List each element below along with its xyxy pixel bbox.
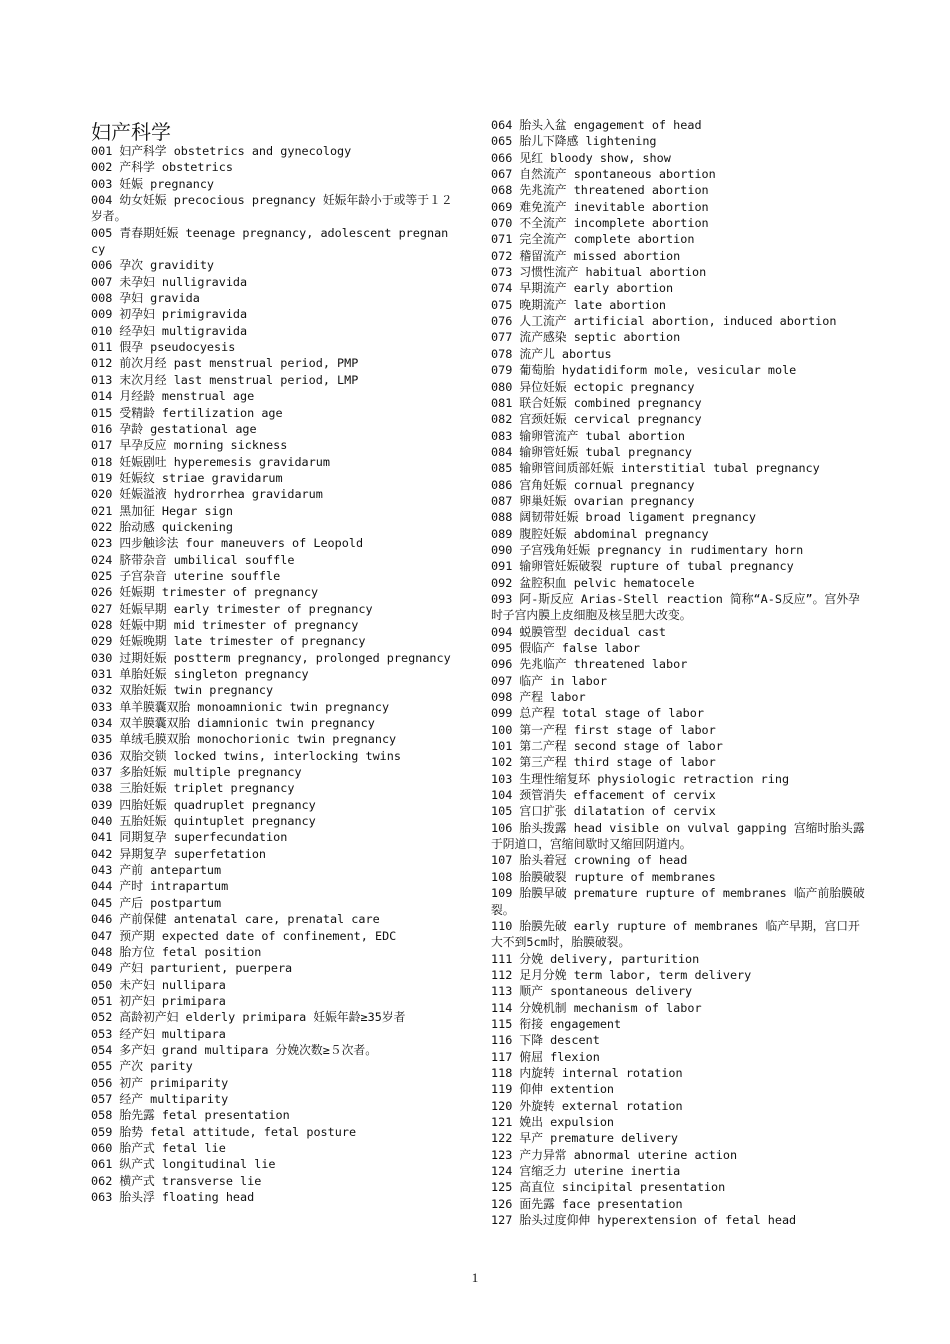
term-entry: 018 妊娠剧吐 hyperemesis gravidarum	[91, 454, 330, 469]
term-entry: 062 横产式 transverse lie	[91, 1173, 262, 1188]
term-entry: 072 稽留流产 missed abortion	[491, 248, 681, 263]
term-entry: 047 预产期 expected date of confinement, EDC	[91, 928, 397, 943]
term-entry: 063 胎头浮 floating head	[91, 1190, 255, 1204]
term-entry: 035 单绒毛膜双胎 monochorionic twin pregnancy	[91, 732, 397, 747]
term-entry: 071 完全流产 complete abortion	[491, 232, 695, 247]
term-entry: 001 妇产科学 obstetrics and gynecology	[91, 144, 352, 158]
term-entry: 022 胎动感 quickening	[91, 519, 233, 534]
term-entry: 122 早产 premature delivery	[491, 1131, 678, 1146]
term-entry: 034 双羊膜囊双胎 diamnionic twin pregnancy	[91, 716, 375, 731]
term-entry: 032 双胎妊娠 twin pregnancy	[91, 683, 274, 698]
term-entry: 114 分娩机制 mechanism of labor	[491, 1000, 702, 1015]
term-entry: 118 内旋转 internal rotation	[491, 1065, 683, 1080]
term-entry: 117 俯屈 flexion	[491, 1049, 600, 1064]
term-entry: 008 孕妇 gravida	[91, 291, 200, 306]
term-entry: 110 胎膜先破 early rupture of membranes 临产早期，宫口开大不到5cm时，胎膜破裂。	[491, 918, 860, 950]
term-entry: 021 黑加征 Hegar sign	[91, 503, 233, 518]
term-entry: 074 早期流产 early abortion	[491, 281, 674, 296]
term-entry: 051 初产妇 primipara	[91, 993, 226, 1008]
term-entry: 116 下降 descent	[491, 1033, 600, 1048]
term-entry: 101 第二产程 second stage of labor	[491, 739, 723, 754]
term-entry: 015 受精龄 fertilization age	[91, 405, 283, 420]
term-entry: 105 宫口扩张 dilatation of cervix	[491, 804, 716, 819]
term-entry: 108 胎膜破裂 rupture of membranes	[491, 869, 716, 884]
page-number: 1	[471, 1270, 479, 1285]
term-entry: 127 胎头过度仰伸 hyperextension of fetal head	[491, 1213, 797, 1228]
term-entry: 056 初产 primiparity	[91, 1075, 229, 1090]
term-entry: 099 总产程 total stage of labor	[491, 706, 704, 721]
term-entry: 111 分娩 delivery, parturition	[491, 951, 700, 966]
term-entry: 061 纵产式 longitudinal lie	[91, 1157, 276, 1172]
term-entry: 073 习惯性流产 habitual abortion	[491, 265, 707, 280]
term-entry: 041 同期复孕 superfecundation	[91, 830, 288, 845]
term-entry: 054 多产妇 grand multipara 分娩次数≥５次者。	[91, 1042, 378, 1057]
term-entry: 048 胎方位 fetal position	[91, 944, 262, 959]
term-entry: 019 妊娠纹 striae gravidarum	[91, 470, 283, 485]
term-entry: 082 宫颈妊娠 cervical pregnancy	[491, 412, 702, 427]
term-entry: 006 孕次 gravidity	[91, 258, 215, 273]
term-entry: 107 胎头着冠 crowning of head	[491, 853, 688, 868]
term-entry: 095 假临产 false labor	[491, 641, 641, 655]
term-entry: 064 胎头入盆 engagement of head	[491, 118, 702, 132]
term-entry: 093 阿-斯反应 Arias-Stell reaction 简称“A-S反应”。宫外孕时子宫内膜上皮细胞及核呈肥大改变。	[491, 591, 860, 623]
term-entry: 058 胎先露 fetal presentation	[91, 1108, 290, 1123]
page-title: 妇产科学	[91, 120, 171, 144]
term-entry: 098 产程 labor	[491, 690, 586, 705]
term-entry: 011 假孕 pseudocyesis	[91, 340, 236, 355]
term-entry: 088 阔韧带妊娠 broad ligament pregnancy	[491, 510, 756, 525]
term-entry: 075 晚期流产 late abortion	[491, 297, 667, 312]
term-entry: 087 卵巢妊娠 ovarian pregnancy	[491, 493, 695, 508]
term-entry: 042 异期复孕 superfetation	[91, 846, 267, 861]
term-entry: 060 胎产式 fetal lie	[91, 1140, 226, 1155]
term-entry: 033 单羊膜囊双胎 monoamnionic twin pregnancy	[91, 699, 390, 714]
term-entry: 010 经孕妇 multigravida	[91, 323, 248, 338]
term-entry: 092 盆腔积血 pelvic hematocele	[491, 575, 695, 590]
term-entry: 076 人工流产 artificial abortion, induced abortion	[491, 314, 837, 329]
term-entry: 079 葡萄胎 hydatidiform mole, vesicular mole	[491, 363, 797, 378]
term-entry: 052 高龄初产妇 elderly primipara 妊娠年龄≥35岁者	[91, 1010, 406, 1025]
term-entry: 002 产科学 obstetrics	[91, 160, 233, 175]
term-entry: 103 生理性缩复环 physiologic retraction ring	[491, 771, 790, 786]
term-entry: 077 流产感染 septic abortion	[491, 330, 681, 345]
term-entry: 113 顺产 spontaneous delivery	[491, 984, 693, 999]
term-entry: 005 青春期妊娠 teenage pregnancy, adolescent pregnancy	[91, 225, 449, 257]
term-entry: 112 足月分娩 term labor, term delivery	[491, 967, 752, 982]
term-entry: 083 输卵管流产 tubal abortion	[491, 428, 685, 443]
term-entry: 084 输卵管妊娠 tubal pregnancy	[491, 444, 693, 459]
term-entry: 115 衔接 engagement	[491, 1016, 622, 1031]
term-entry: 070 不全流产 incomplete abortion	[491, 216, 709, 231]
term-entry: 104 颈管消失 effacement of cervix	[491, 788, 716, 803]
term-entry: 055 产次 parity	[91, 1059, 193, 1074]
term-entry: 125 高直位 sincipital presentation	[491, 1180, 726, 1195]
term-entry: 085 输卵管间质部妊娠 interstitial tubal pregnancy	[491, 461, 820, 476]
term-entry: 096 先兆临产 threatened labor	[491, 657, 688, 672]
term-entry: 065 胎儿下降感 lightening	[491, 134, 657, 149]
term-entry: 014 月经龄 menstrual age	[91, 389, 255, 404]
term-entry: 080 异位妊娠 ectopic pregnancy	[491, 379, 695, 394]
term-entry: 038 三胎妊娠 triplet pregnancy	[91, 781, 295, 796]
term-entry: 009 初孕妇 primigravida	[91, 307, 248, 322]
term-entry: 057 经产 multiparity	[91, 1091, 229, 1106]
term-entry: 078 流产儿 abortus	[491, 346, 612, 361]
term-entry: 081 联合妊娠 combined pregnancy	[491, 395, 702, 410]
term-entry: 049 产妇 parturient, puerpera	[91, 961, 293, 976]
term-entry: 091 输卵管妊娠破裂 rupture of tubal pregnancy	[491, 559, 794, 574]
term-entry: 124 宫缩乏力 uterine inertia	[491, 1164, 681, 1178]
term-entry: 040 五胎妊娠 quintuplet pregnancy	[91, 814, 316, 829]
term-entry: 036 双胎交锁 locked twins, interlocking twins	[91, 748, 401, 763]
term-entry: 027 妊娠早期 early trimester of pregnancy	[91, 601, 373, 616]
term-entry: 028 妊娠中期 mid trimester of pregnancy	[91, 617, 359, 632]
term-entry: 004 幼女妊娠 precocious pregnancy 妊娠年龄小于或等于１２岁者。	[91, 193, 453, 224]
term-entry: 121 娩出 expulsion	[491, 1114, 615, 1129]
term-entry: 016 孕龄 gestational age	[91, 421, 257, 436]
term-entry: 037 多胎妊娠 multiple pregnancy	[91, 765, 302, 780]
term-entry: 059 胎势 fetal attitude, fetal posture	[91, 1124, 357, 1139]
term-entry: 090 子宫残角妊娠 pregnancy in rudimentary horn	[491, 542, 804, 557]
term-entry: 026 妊娠期 trimester of pregnancy	[91, 585, 319, 600]
term-entry: 043 产前 antepartum	[91, 863, 222, 878]
term-entry: 044 产时 intrapartum	[91, 879, 229, 894]
term-entry: 102 第三产程 third stage of labor	[491, 755, 716, 770]
term-entry: 120 外旋转 external rotation	[491, 1098, 683, 1113]
term-entry: 012 前次月经 past menstrual period, PMP	[91, 356, 359, 371]
term-entry: 066 见红 bloody show, show	[491, 150, 671, 165]
term-entry: 109 胎膜早破 premature rupture of membranes 临产前胎膜破裂。	[491, 886, 865, 917]
term-entry: 086 宫角妊娠 cornual pregnancy	[491, 477, 695, 492]
term-entry: 029 妊娠晚期 late trimester of pregnancy	[91, 634, 366, 649]
term-entry: 013 末次月经 last menstrual period, LMP	[91, 372, 359, 387]
term-entry: 067 自然流产 spontaneous abortion	[491, 167, 716, 182]
right-term-column	[491, 117, 867, 1228]
term-entry: 100 第一产程 first stage of labor	[491, 722, 716, 737]
term-entry: 003 妊娠 pregnancy	[91, 176, 215, 191]
term-entry: 039 四胎妊娠 quadruplet pregnancy	[91, 797, 316, 812]
term-entry: 045 产后 postpartum	[91, 895, 222, 910]
term-entry: 119 仰伸 extention	[491, 1082, 615, 1097]
term-entry: 106 胎头拨露 head visible on vulval gapping 宫缩时胎头露于阴道口，宫缩间歇时又缩回阴道内。	[491, 820, 865, 852]
term-entry: 123 产力异常 abnormal uterine action	[491, 1147, 738, 1162]
term-entry: 031 单胎妊娠 singleton pregnancy	[91, 667, 309, 681]
term-entry: 053 经产妇 multipara	[91, 1026, 226, 1041]
term-entry: 069 难免流产 inevitable abortion	[491, 199, 709, 214]
term-entry: 097 临产 in labor	[491, 673, 607, 688]
term-entry: 007 未孕妇 nulligravida	[91, 274, 248, 289]
term-entry: 030 过期妊娠 postterm pregnancy, prolonged pregnancy	[91, 650, 451, 665]
term-entry: 023 四步触诊法 four maneuvers of Leopold	[91, 536, 364, 551]
term-entry: 024 脐带杂音 umbilical souffle	[91, 552, 295, 567]
left-term-column	[91, 143, 453, 1205]
term-entry: 025 子宫杂音 uterine souffle	[91, 568, 281, 583]
term-entry: 094 蜕膜管型 decidual cast	[491, 624, 667, 639]
term-entry: 050 未产妇 nullipara	[91, 977, 226, 992]
term-entry: 126 面先露 face presentation	[491, 1196, 683, 1211]
term-entry: 089 腹腔妊娠 abdominal pregnancy	[491, 526, 709, 541]
term-entry: 020 妊娠溢液 hydrorrhea gravidarum	[91, 487, 323, 502]
term-entry: 017 早孕反应 morning sickness	[91, 438, 288, 453]
term-entry: 046 产前保健 antenatal care, prenatal care	[91, 912, 380, 927]
term-entry: 068 先兆流产 threatened abortion	[491, 183, 709, 198]
